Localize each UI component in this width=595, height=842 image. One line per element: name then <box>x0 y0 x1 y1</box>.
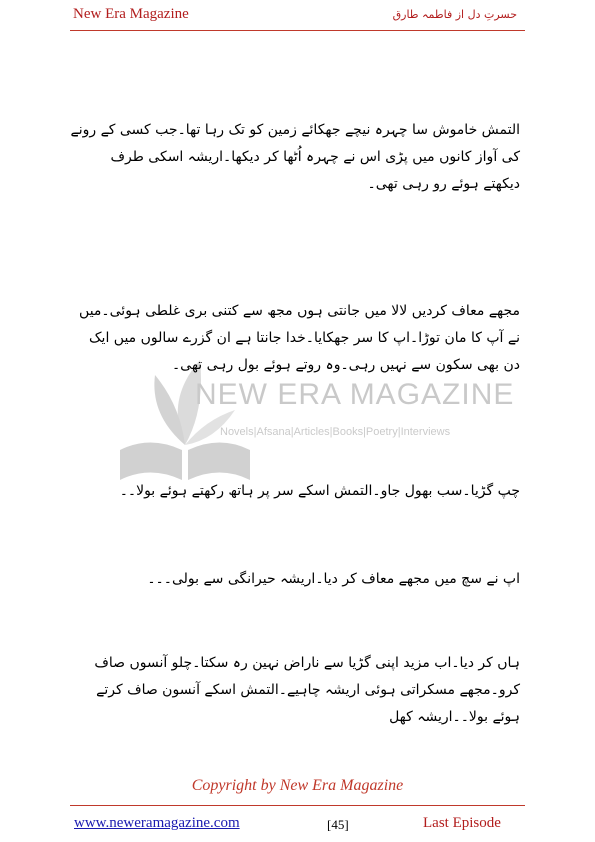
watermark-subtitle: Novels|Afsana|Articles|Books|Poetry|Interviews <box>220 426 451 438</box>
page-number: [45] <box>327 817 349 832</box>
paragraph-3: چپ گڑیا۔سب بھول جاو۔التمش اسکے سر پر ہاتھ رکھتے ہوئے بولا۔۔ <box>119 483 520 499</box>
website-link[interactable]: www.neweramagazine.com <box>74 815 240 831</box>
novel-author-header: حسرتِ دل از فاطمہ طارق <box>392 8 517 21</box>
paragraph-5: ہاں کر دیا۔اب مزید اپنی گڑیا سے ناراض نہین رہ سکتا۔چلو آنسوں صاف کرو۔مجھے مسکراتی ہوئی اریشہ چاہیے۔التمش اسکے آنسون صاف کرتے ہوئے بولا۔۔اریشہ کھل <box>94 655 520 725</box>
paragraph-1: التمش خاموش سا چہرہ نیچے جھکائے زمین کو تک رہا تھا۔جب کسی کے رونے کی آواز کانوں میں پڑی اس نے چہرہ اُٹھا کر دیکھا۔اریشہ اسکی طرف دیکھتے ہوئے رو رہی تھی۔ <box>70 122 520 192</box>
paragraph-2: مجھے معاف کردیں لالا میں جانتی ہوں مجھ سے کتنی بری غلطی ہوئی۔میں نے آپ کا مان توڑا۔اپ کا سر جھکایا۔خدا جانتا ہے ان گزرے سالوں میں ایک دن بھی سکون سے نہیں رہی۔وہ روتے ہوئے بول رہی تھی۔ <box>79 303 520 373</box>
footer-divider <box>70 805 525 806</box>
watermark-title: NEW ERA MAGAZINE <box>195 378 515 411</box>
header-divider <box>70 30 525 31</box>
paragraph-4: اپ نے سچ میں مجھے معاف کر دیا۔اریشہ حیرانگی سے بولی۔۔۔ <box>147 571 520 587</box>
episode-label: Last Episode <box>423 815 501 831</box>
copyright-notice: Copyright by New Era Magazine <box>191 777 404 794</box>
magazine-name-header: New Era Magazine <box>73 6 189 22</box>
